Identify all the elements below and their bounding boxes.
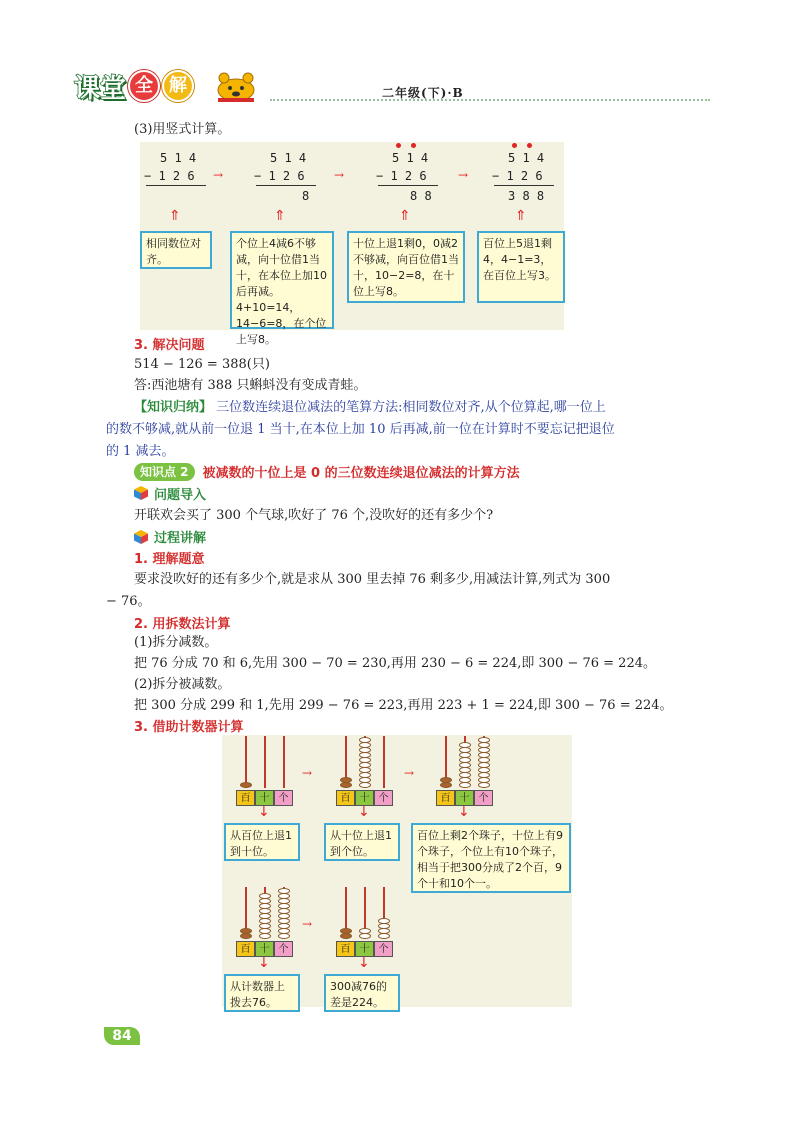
down-arrow-icon: ↓: [258, 804, 270, 820]
abacus-bead: [459, 742, 471, 748]
abacus-bead: [240, 782, 252, 788]
abacus-place-label: 百: [236, 941, 255, 957]
abacus: [236, 736, 296, 820]
up-arrow-icon: ⇑: [515, 208, 527, 224]
header-divider: [270, 99, 710, 101]
right-arrow-icon: →: [404, 766, 415, 780]
summary-text: 的数不够减,就从前一位退 1 当十,在本位上加 10 后再减,前一位在计算时不要忘记把退位: [106, 422, 615, 437]
abacus-place-label: 十: [355, 941, 374, 957]
equation: 514 − 126 = 388(只): [134, 357, 270, 372]
abacus-place-label: 十: [255, 790, 274, 806]
abacus-rod: [245, 736, 247, 788]
section-heading: 3. 解决问题: [134, 338, 205, 353]
logo-char: 解: [162, 70, 194, 102]
section-heading: 2. 用拆数法计算: [134, 617, 231, 632]
knowledge-point-title: 被减数的十位上是 0 的三位数连续退位减法的计算方法: [202, 466, 520, 481]
summary-text: 的 1 减去。: [106, 444, 175, 459]
abacus-bead: [440, 777, 452, 783]
abacus-note: 从十位上退1到个位。: [324, 823, 400, 861]
book-logo: [74, 68, 194, 104]
abacus-place-label: 个: [274, 790, 293, 806]
calc-subtrahend: − 1 2 6: [254, 169, 305, 183]
abacus-bead: [278, 888, 290, 894]
calc-note: 百位上5退1剩4，4−1=3，在百位上写3。: [477, 231, 565, 303]
paragraph: − 76。: [106, 594, 151, 609]
calc-minuend: 5 1 4: [392, 151, 429, 165]
abacus-place-label: 个: [374, 790, 393, 806]
process-heading: 过程讲解: [154, 531, 207, 546]
right-arrow-icon: →: [302, 766, 313, 780]
bear-mascot-icon: [214, 70, 258, 102]
paragraph: 把 300 分成 299 和 1,先用 299 − 76 = 223,再用 223 + 1 = 224,即 300 − 76 = 224。: [134, 698, 673, 713]
calc-subtrahend: − 1 2 6: [492, 169, 543, 183]
paragraph: 把 76 分成 70 和 6,先用 300 − 70 = 230,再用 230 − 6 = 224,即 300 − 76 = 224。: [134, 656, 656, 671]
abacus-rod: [264, 736, 266, 788]
knowledge-point-badge: 知识点 2: [134, 463, 195, 481]
abacus: [336, 887, 396, 971]
intro-heading: 问题导入: [154, 488, 207, 503]
abacus-bead: [240, 928, 252, 934]
abacus: [336, 736, 396, 820]
section-heading: 3. 借助计数器计算: [134, 720, 244, 735]
knowledge-point-header: [134, 462, 520, 481]
summary-label: 【知识归纳】: [134, 400, 213, 415]
right-arrow-icon: →: [458, 168, 469, 182]
cube-icon: [134, 486, 148, 500]
borrow-dot: [411, 143, 416, 148]
up-arrow-icon: ⇑: [169, 208, 181, 224]
logo-char: 全: [128, 70, 160, 102]
right-arrow-icon: →: [213, 168, 224, 182]
abacus-bead: [259, 893, 271, 899]
abacus: [436, 736, 496, 820]
calc-result: 3 8 8: [508, 189, 545, 203]
sub-heading: (1)拆分减数。: [134, 635, 218, 650]
abacus-place-label: 个: [374, 941, 393, 957]
abacus-place-label: 十: [455, 790, 474, 806]
logo-char: 堂: [100, 73, 127, 104]
calc-minuend: 5 1 4: [508, 151, 545, 165]
abacus-rod: [383, 736, 385, 788]
cube-icon: [134, 530, 148, 544]
abacus: [236, 887, 296, 971]
calc-minuend: 5 1 4: [270, 151, 307, 165]
down-arrow-icon: ↓: [258, 955, 270, 971]
calc-result: 8: [302, 189, 310, 203]
down-arrow-icon: ↓: [358, 955, 370, 971]
borrow-dot: [512, 143, 517, 148]
calc-minuend: 5 1 4: [160, 151, 197, 165]
calc-line: [256, 185, 316, 186]
sub-heading: (2)拆分被减数。: [134, 677, 231, 692]
right-arrow-icon: →: [302, 917, 313, 931]
intro-text: 开联欢会买了 300 个气球,吹好了 76 个,没吹好的还有多少个?: [134, 508, 494, 523]
down-arrow-icon: ↓: [358, 804, 370, 820]
page-number: 84: [104, 1027, 140, 1045]
abacus-rod: [283, 736, 285, 788]
borrow-dot: [527, 143, 532, 148]
abacus-place-label: 个: [474, 790, 493, 806]
abacus-place-label: 百: [336, 941, 355, 957]
up-arrow-icon: ⇑: [399, 208, 411, 224]
abacus-note: 从百位上退1到十位。: [224, 823, 300, 861]
abacus-place-label: 百: [436, 790, 455, 806]
abacus-place-label: 百: [336, 790, 355, 806]
abacus-bead: [340, 777, 352, 783]
borrow-dot: [396, 143, 401, 148]
answer-text: 答:西池塘有 388 只蝌蚪没有变成青蛙。: [134, 378, 367, 393]
calc-note: 相同数位对齐。: [140, 231, 212, 269]
calc-line: [494, 185, 554, 186]
calc-line: [146, 185, 206, 186]
abacus-bead: [340, 928, 352, 934]
right-arrow-icon: →: [334, 168, 345, 182]
abacus-bead: [359, 928, 371, 934]
calc-result: 8 8: [410, 189, 432, 203]
abacus-place-label: 十: [255, 941, 274, 957]
abacus-place-label: 百: [236, 790, 255, 806]
down-arrow-icon: ↓: [458, 804, 470, 820]
abacus-note: 300减76的差是224。: [324, 974, 400, 1012]
abacus-note: 从计数器上拨去76。: [224, 974, 300, 1012]
calc-note: 个位上4减6不够减，向十位借1当十，在本位上加10后再减。4+10=14，14−6=8，在个位上写8。: [230, 231, 334, 329]
calc-note: 十位上退1剩0，0减2不够减，向百位借1当十，10−2=8，在十位上写8。: [347, 231, 465, 303]
logo-char: 课: [74, 73, 101, 104]
grade-label: 二年级(下)·B: [382, 86, 464, 100]
abacus-bead: [378, 918, 390, 924]
paragraph: 要求没吹好的还有多少个,就是求从 300 里去掉 76 剩多少,用减法计算,列式为 300: [134, 572, 611, 587]
calc-subtrahend: − 1 2 6: [144, 169, 195, 183]
calc-subtrahend: − 1 2 6: [376, 169, 427, 183]
summary-text: 三位数连续退位减法的笔算方法:相同数位对齐,从个位算起,哪一位上: [216, 400, 606, 415]
abacus-place-label: 个: [274, 941, 293, 957]
abacus-bead: [478, 737, 490, 743]
abacus-note: 百位上剩2个珠子，十位上有9个珠子，个位上有10个珠子，相当于把300分成了2个百，9个十和10个一。: [411, 823, 571, 893]
abacus-place-label: 十: [355, 790, 374, 806]
section-heading: 1. 理解题意: [134, 552, 205, 567]
summary-line: [134, 398, 606, 418]
abacus-bead: [359, 737, 371, 743]
up-arrow-icon: ⇑: [274, 208, 286, 224]
vertical-calc-title: (3)用竖式计算。: [134, 122, 231, 137]
calc-line: [378, 185, 438, 186]
